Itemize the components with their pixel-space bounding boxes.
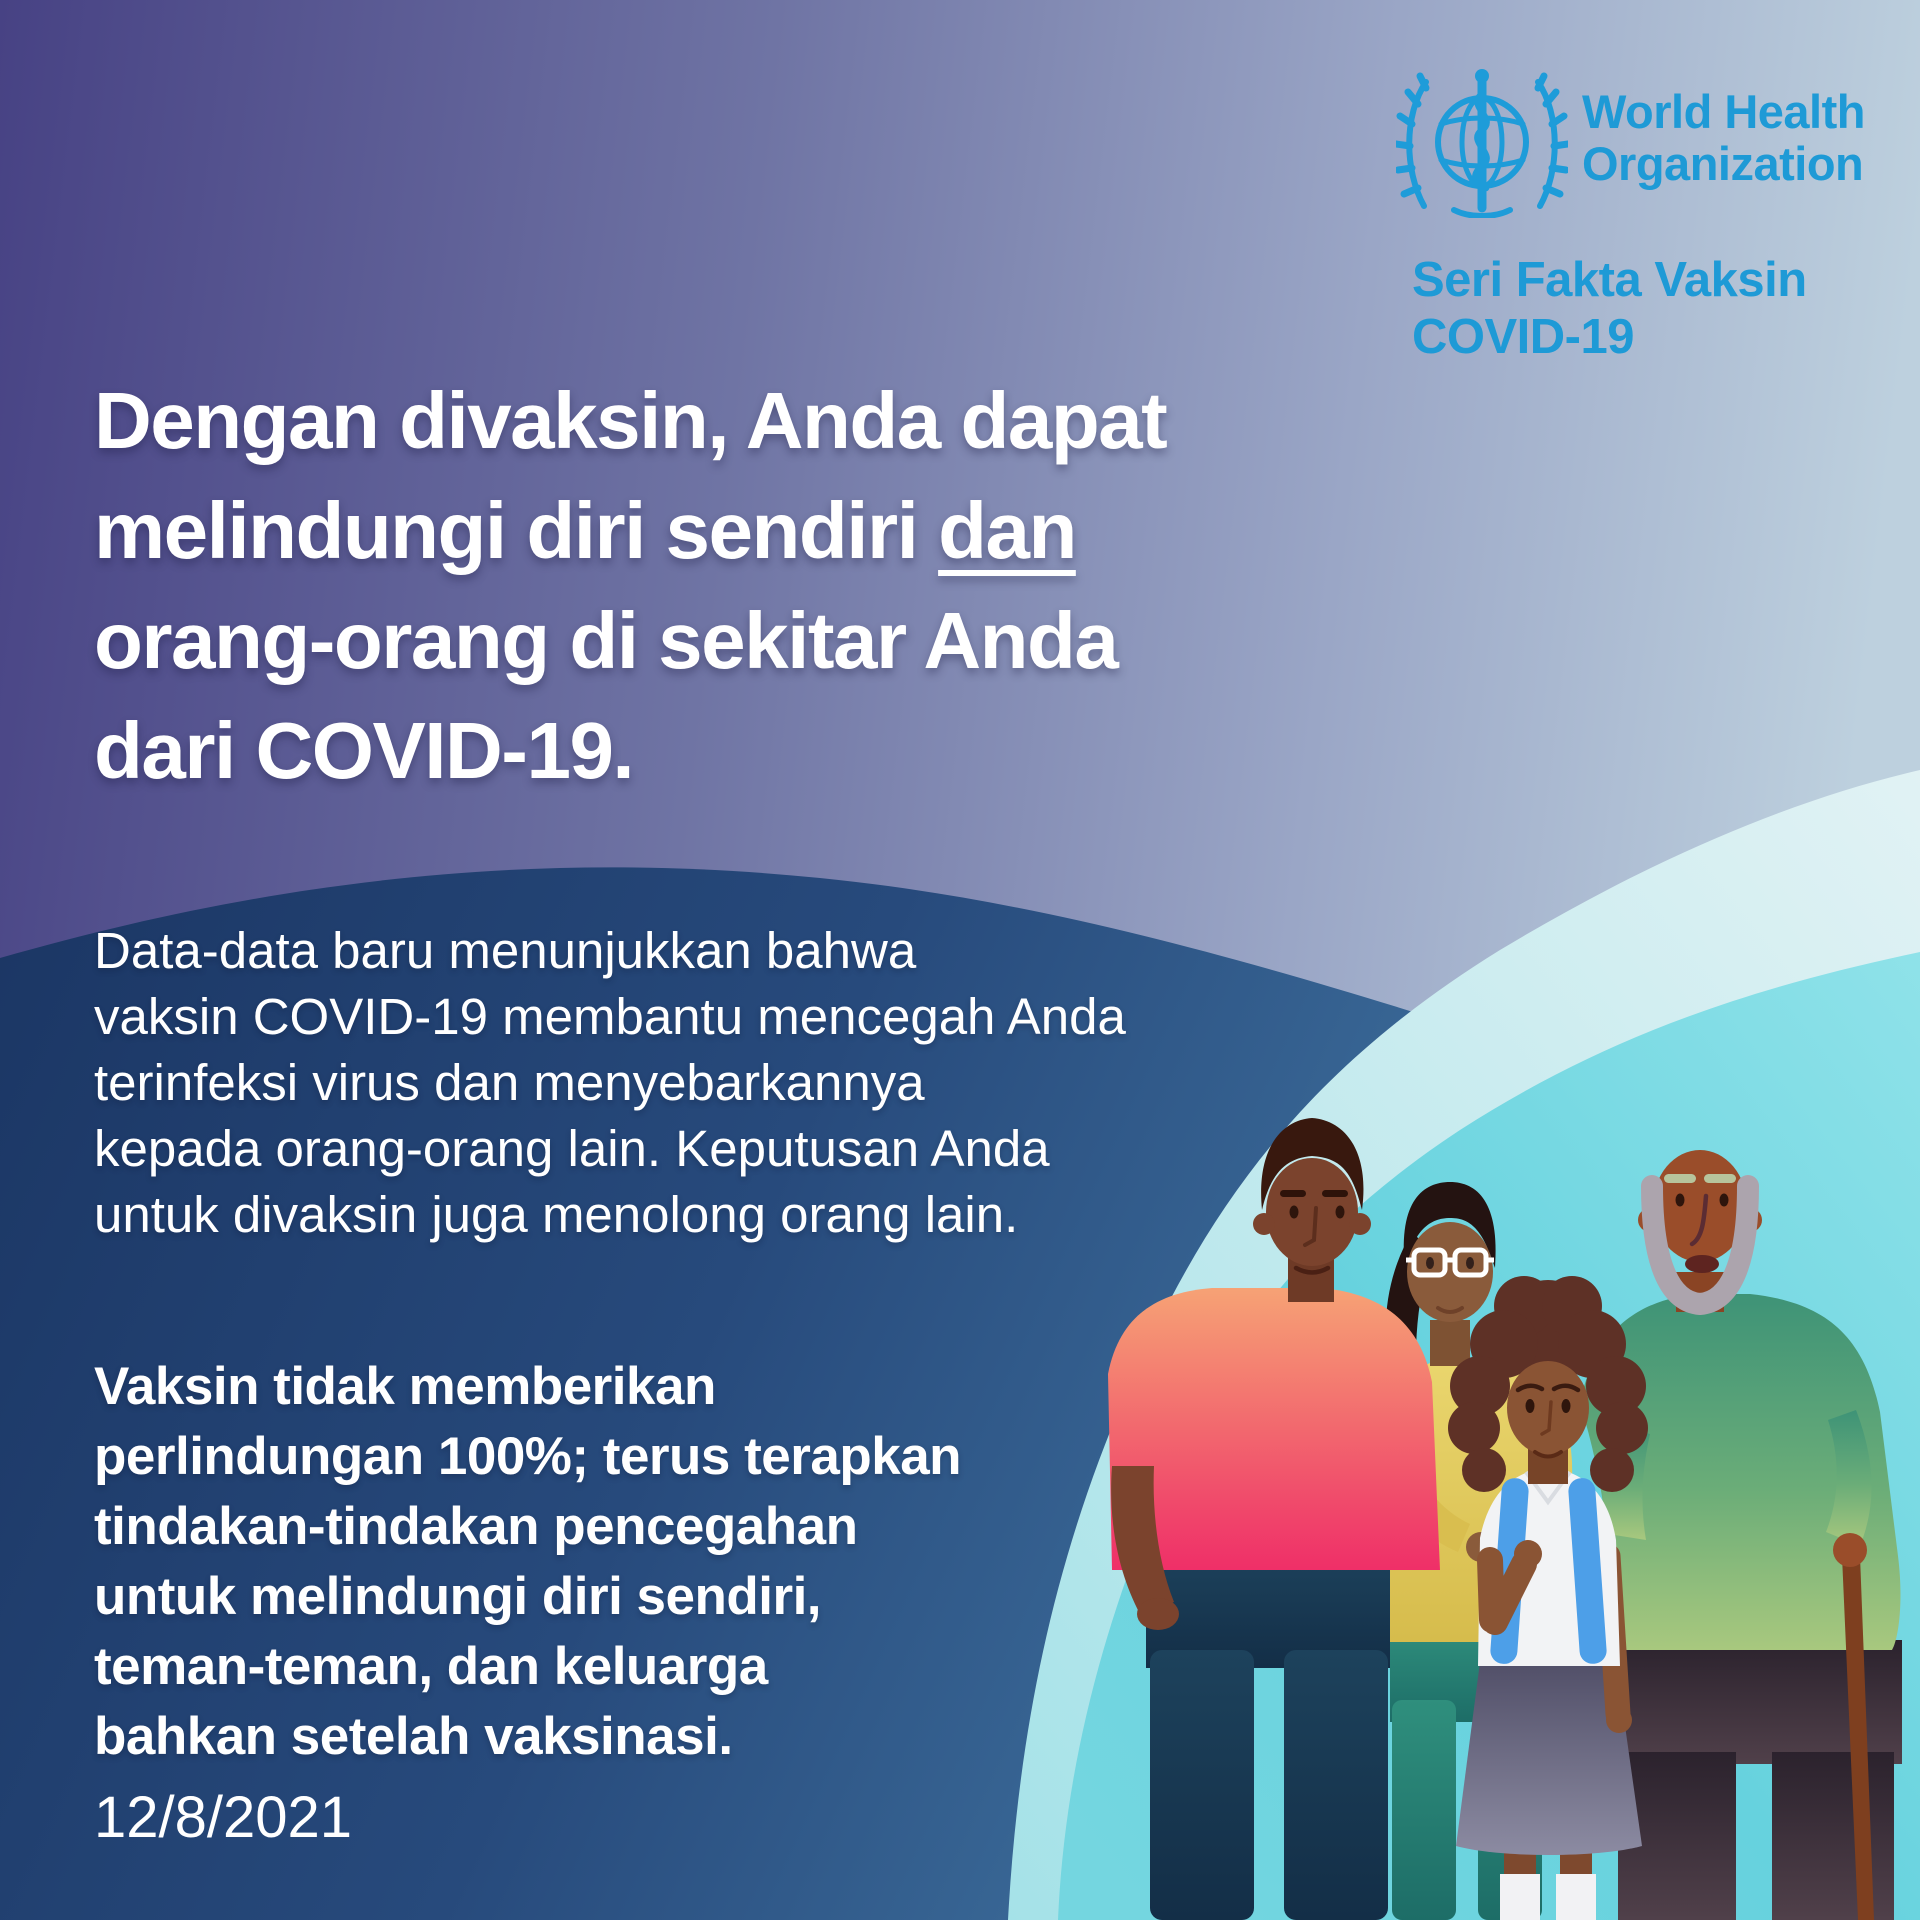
publication-date: 12/8/2021	[94, 1785, 353, 1850]
emphasis-line: tindakan-tindakan pencegahan	[94, 1497, 858, 1556]
body-line: untuk divaksin juga menolong orang lain.	[94, 1186, 1019, 1243]
headline-line2: melindungi diri sendiri dan	[94, 486, 1076, 575]
emphasis-paragraph	[94, 1352, 961, 1772]
underlined-dan: dan	[938, 486, 1076, 575]
who-wordmark-line2: Organization	[1582, 137, 1864, 190]
headline-line4: dari COVID-19.	[94, 706, 634, 795]
body-line: Data-data baru menunjukkan bahwa	[94, 922, 917, 979]
emphasis-line: Vaksin tidak memberikan	[94, 1357, 716, 1416]
emphasis-line: untuk melindungi diri sendiri,	[94, 1567, 822, 1626]
emphasis-line: teman-teman, dan keluarga	[94, 1637, 768, 1696]
series-title-line2: COVID-19	[1412, 310, 1635, 364]
series-title	[1412, 252, 1807, 366]
who-emblem-icon	[1396, 66, 1568, 218]
headline	[94, 366, 1166, 806]
body-line: kepada orang-orang lain. Keputusan Anda	[94, 1120, 1050, 1177]
body-paragraph	[94, 918, 1126, 1248]
emphasis-line: perlindungan 100%; terus terapkan	[94, 1427, 962, 1486]
series-title-line1: Seri Fakta Vaksin	[1412, 253, 1807, 307]
headline-line1: Dengan divaksin, Anda dapat	[94, 376, 1167, 465]
who-wordmark	[1582, 86, 1865, 190]
headline-line3: orang-orang di sekitar Anda	[94, 596, 1118, 685]
who-wordmark-line1: World Health	[1582, 85, 1865, 138]
body-line: vaksin COVID-19 membantu mencegah Anda	[94, 988, 1126, 1045]
body-line: terinfeksi virus dan menyebarkannya	[94, 1054, 925, 1111]
emphasis-line: bahkan setelah vaksinasi.	[94, 1707, 733, 1766]
